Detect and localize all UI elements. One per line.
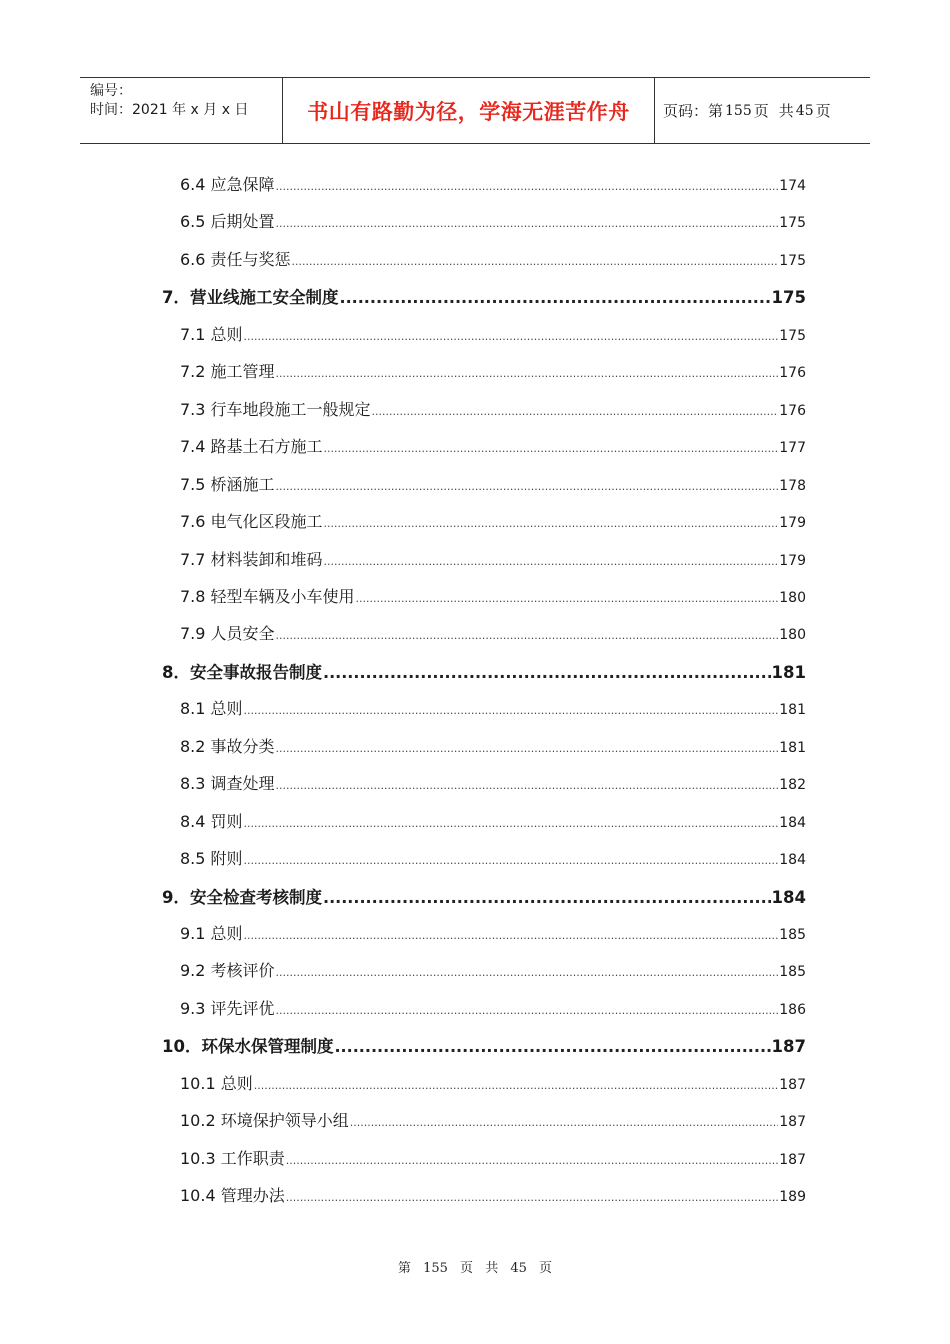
- toc-dot-leader: [334, 1037, 770, 1056]
- toc-entry-page: 175: [779, 215, 806, 232]
- toc-entry-title: 9.2 考核评价: [180, 961, 275, 981]
- toc-entry-title: 7.8 轻型车辆及小车使用: [180, 586, 355, 606]
- toc-entry-page: 174: [779, 178, 806, 194]
- toc-dot-leader: [244, 330, 779, 343]
- toc-dot-leader: [350, 1116, 779, 1129]
- toc-entry-title: 8.3 调查处理: [180, 774, 275, 794]
- toc-dot-leader: [324, 442, 779, 455]
- toc-entry-title: 7．营业线施工安全制度: [162, 288, 339, 308]
- toc-entry-title: 7.2 施工管理: [180, 362, 275, 382]
- toc-dot-leader: [276, 779, 779, 792]
- toc-dot-leader: [286, 1154, 779, 1167]
- header-page-current: 155: [725, 102, 752, 119]
- toc-entry-title: 10．环保水保管理制度: [162, 1037, 334, 1057]
- toc-subsection-entry[interactable]: [180, 996, 806, 1026]
- toc-subsection-entry[interactable]: [180, 472, 806, 502]
- toc-subsection-entry[interactable]: [180, 846, 806, 876]
- toc-entry-page: 176: [779, 402, 806, 419]
- toc-subsection-entry[interactable]: [180, 958, 806, 988]
- toc-subsection-entry[interactable]: [180, 209, 806, 239]
- toc-entry-title: 7.4 路基土石方施工: [180, 437, 323, 457]
- toc-entry-page: 187: [779, 1114, 806, 1131]
- toc-subsection-entry[interactable]: [180, 621, 806, 651]
- header-meta: [80, 78, 282, 143]
- toc-entry-page: 180: [779, 627, 806, 644]
- toc-entry-page: 176: [779, 365, 806, 382]
- toc-entry-title: 10.1 总则: [180, 1073, 253, 1093]
- toc-subsection-entry[interactable]: [180, 921, 806, 951]
- toc-dot-leader: [286, 1191, 779, 1204]
- toc-section-entry[interactable]: [162, 284, 806, 314]
- toc-subsection-entry[interactable]: [180, 359, 806, 389]
- footer-page-total: 45: [510, 1261, 527, 1276]
- toc-entry-page: 175: [779, 252, 806, 269]
- toc-entry-page: 185: [779, 927, 806, 943]
- toc-entry-title: 7.6 电气化区段施工: [180, 512, 323, 532]
- toc-entry-page: 182: [779, 777, 806, 794]
- header-motto: 书山有路勤为径，学海无涯苦作舟: [282, 78, 655, 143]
- toc-entry-title: 8.1 总则: [180, 699, 243, 719]
- toc-dot-leader: [276, 1004, 779, 1017]
- toc-entry-page: 175: [779, 327, 806, 344]
- toc-entry-page: 181: [771, 662, 806, 682]
- toc-entry-title: 8.4 罚则: [180, 811, 243, 831]
- footer-total-unit: 页: [539, 1261, 553, 1276]
- toc-entry-title: 6.4 应急保障: [180, 175, 275, 194]
- toc-entry-page: 187: [779, 1151, 806, 1168]
- toc-dot-leader: [324, 555, 779, 568]
- toc-entry-title: 10.4 管理办法: [180, 1186, 285, 1206]
- toc-entry-title: 8.5 附则: [180, 849, 243, 869]
- toc-subsection-entry[interactable]: [180, 1108, 806, 1138]
- toc-dot-leader: [276, 217, 779, 230]
- toc-subsection-entry[interactable]: [180, 1146, 806, 1176]
- footer-total-prefix: 共: [485, 1261, 499, 1276]
- toc-subsection-entry[interactable]: [180, 734, 806, 764]
- toc-subsection-entry[interactable]: [180, 1183, 806, 1213]
- toc-entry-page: 185: [779, 964, 806, 981]
- footer-page-unit: 页: [460, 1261, 474, 1276]
- toc-dot-leader: [339, 288, 770, 307]
- toc-entry-title: 7.3 行车地段施工一般规定: [180, 399, 371, 419]
- page-header: [80, 77, 870, 144]
- toc-dot-leader: [356, 592, 779, 605]
- header-total-prefix: 共: [778, 102, 794, 120]
- toc-section-entry[interactable]: [162, 659, 806, 689]
- toc-entry-title: 6.6 责任与奖惩: [180, 249, 291, 269]
- toc-subsection-entry[interactable]: [180, 397, 806, 427]
- toc-subsection-entry[interactable]: [180, 696, 806, 726]
- document-code-label: 编号：: [90, 83, 132, 99]
- toc-entry-page: 187: [771, 1037, 806, 1057]
- header-page-prefix: 页码：第: [663, 102, 724, 120]
- toc-entry-page: 178: [779, 477, 806, 494]
- toc-entry-page: 189: [779, 1189, 806, 1206]
- toc-entry-page: 186: [779, 1001, 806, 1018]
- toc-entry-page: 184: [779, 814, 806, 831]
- toc-subsection-entry[interactable]: [180, 247, 806, 277]
- toc-entry-title: 10.2 环境保护领导小组: [180, 1111, 349, 1131]
- toc-dot-leader: [254, 1079, 779, 1092]
- toc-entry-page: 184: [771, 887, 806, 907]
- toc-entry-title: 8．安全事故报告制度: [162, 662, 322, 682]
- toc-subsection-entry[interactable]: [180, 771, 806, 801]
- toc-entry-title: 6.5 后期处置: [180, 212, 275, 232]
- toc-entry-page: 175: [771, 288, 806, 308]
- toc-entry-page: 177: [779, 440, 806, 457]
- toc-subsection-entry[interactable]: [180, 584, 806, 614]
- toc-entry-page: 187: [779, 1076, 806, 1093]
- toc-entry-title: 9．安全检查考核制度: [162, 887, 322, 907]
- toc-entry-title: 7.5 桥涵施工: [180, 474, 275, 494]
- toc-subsection-entry[interactable]: [180, 322, 806, 352]
- page-footer: [0, 1257, 950, 1276]
- toc-entry-page: 184: [779, 852, 806, 869]
- toc-dot-leader: [276, 367, 779, 380]
- toc-entry-page: 181: [779, 739, 806, 756]
- toc-dot-leader: [244, 929, 779, 942]
- toc-dot-leader: [323, 888, 771, 907]
- toc-dot-leader: [276, 966, 779, 979]
- toc-entry-title: 7.1 总则: [180, 324, 243, 344]
- toc-subsection-entry[interactable]: [180, 509, 806, 539]
- toc-dot-leader: [324, 517, 779, 530]
- header-page-total: 45: [795, 102, 814, 119]
- toc-dot-leader: [323, 663, 771, 682]
- toc-entry-page: 179: [779, 515, 806, 532]
- toc-subsection-entry[interactable]: [180, 1071, 806, 1101]
- document-time-label: 时间：2021 年 x 月 x 日: [90, 102, 249, 118]
- footer-page-current: 155: [423, 1261, 448, 1276]
- toc-entry-title: 7.7 材料装卸和堆码: [180, 549, 323, 569]
- header-page-info: [655, 78, 870, 143]
- header-total-unit: 页: [815, 102, 831, 120]
- header-page-unit: 页: [753, 102, 769, 120]
- toc-dot-leader: [276, 180, 779, 193]
- toc-entry-page: 179: [779, 552, 806, 569]
- toc-subsection-entry[interactable]: [180, 547, 806, 577]
- toc-entry-page: 180: [779, 589, 806, 606]
- toc-dot-leader: [292, 255, 779, 268]
- toc-dot-leader: [276, 629, 779, 642]
- toc-dot-leader: [276, 480, 779, 493]
- toc-entry-title: 8.2 事故分类: [180, 736, 275, 756]
- toc-subsection-entry[interactable]: [180, 172, 806, 202]
- toc-dot-leader: [276, 742, 779, 755]
- toc-dot-leader: [244, 704, 779, 717]
- toc-subsection-entry[interactable]: [180, 809, 806, 839]
- toc-entry-page: 181: [779, 702, 806, 719]
- toc-section-entry[interactable]: [162, 884, 806, 914]
- toc-entry-title: 9.3 评先评优: [180, 998, 275, 1018]
- toc-entry-title: 10.3 工作职责: [180, 1148, 285, 1168]
- toc-dot-leader: [244, 817, 779, 830]
- footer-prefix: 第: [397, 1261, 411, 1276]
- toc-entry-title: 7.9 人员安全: [180, 624, 275, 644]
- toc-dot-leader: [372, 405, 779, 418]
- toc-subsection-entry[interactable]: [180, 434, 806, 464]
- toc-dot-leader: [244, 854, 779, 867]
- toc-entry-title: 9.1 总则: [180, 924, 243, 943]
- toc-section-entry[interactable]: [162, 1033, 806, 1063]
